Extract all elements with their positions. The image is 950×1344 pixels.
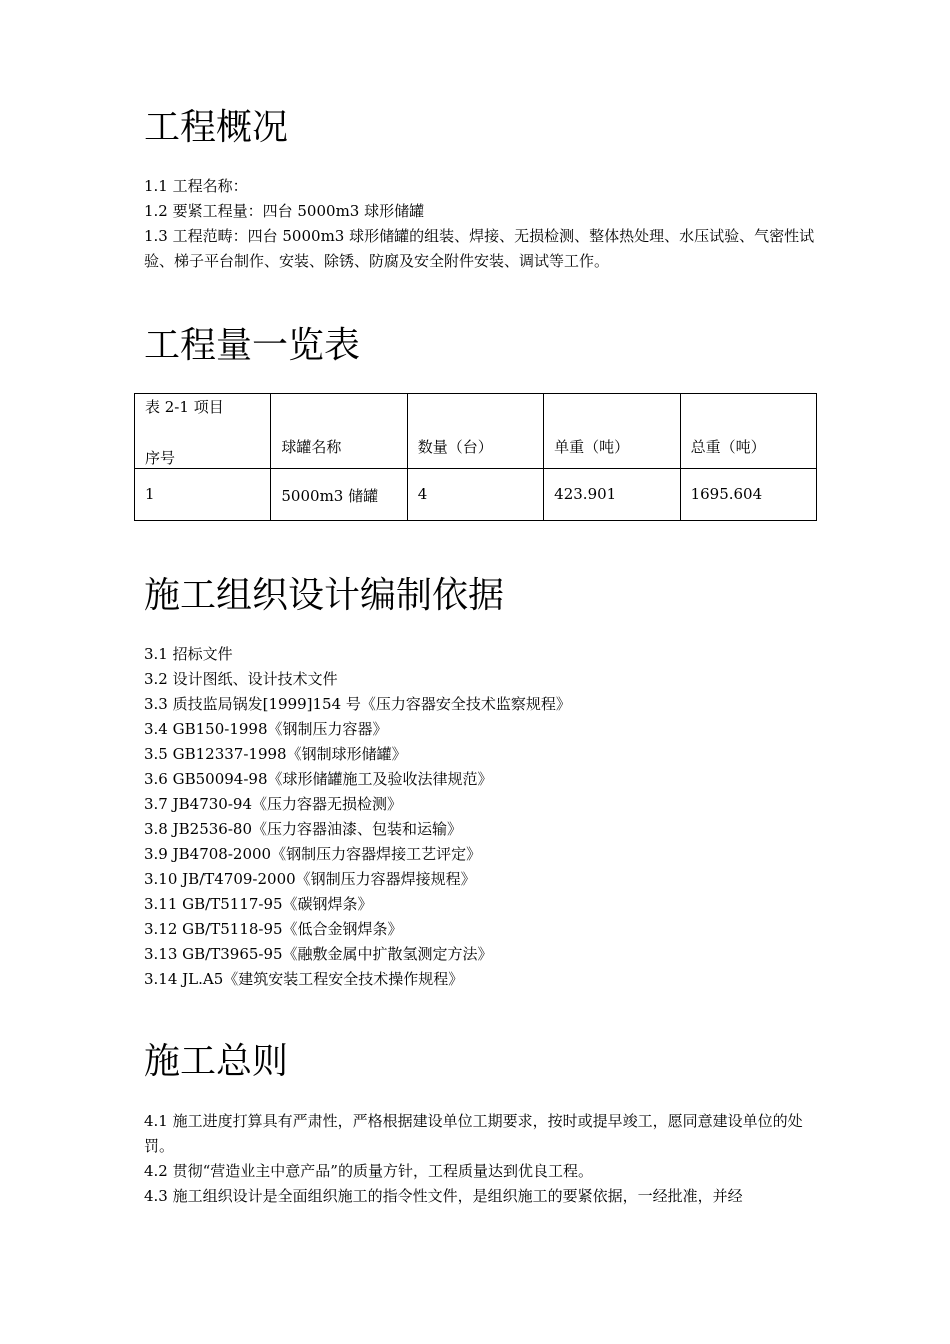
basis-item: 3.11 GB/T5117-95《碳钢焊条》 — [144, 895, 373, 913]
principles-item: 4.1 施工进度打算具有严肃性，严格根据建设单位工期要求，按时或提早竣工，愿同意建设单位的处罚。 — [144, 1112, 803, 1155]
principles-item: 4.3 施工组织设计是全面组织施工的指令性文件，是组织施工的要紧依据，一经批准，并经 — [144, 1187, 743, 1205]
basis-item: 3.1 招标文件 — [144, 645, 233, 663]
basis-item: 3.10 JB/T4709-2000《钢制压力容器焊接规程》 — [144, 870, 476, 888]
table-caption: 表 2-1 项目 — [145, 398, 224, 416]
table-header-cell: 单重（吨） — [544, 394, 680, 469]
section-title-basis: 施工组织设计编制依据 — [144, 575, 505, 616]
table-cell: 5000m3 储罐 — [271, 469, 407, 521]
overview-item: 1.1 工程名称： — [144, 177, 248, 195]
basis-item: 3.12 GB/T5118-95《低合金钢焊条》 — [144, 920, 403, 938]
table-header-cell: 总重（吨） — [680, 394, 816, 469]
table-header-cell: 数量（台） — [407, 394, 543, 469]
basis-list — [144, 642, 816, 992]
principles-item: 4.2 贯彻“营造业主中意产品”的质量方针，工程质量达到优良工程。 — [144, 1162, 593, 1180]
basis-item: 3.4 GB150-1998《钢制压力容器》 — [144, 720, 388, 738]
section-title-overview: 工程概况 — [144, 107, 289, 148]
basis-item: 3.8 JB2536-80《压力容器油漆、包装和运输》 — [144, 820, 462, 838]
basis-item: 3.13 GB/T3965-95《融敷金属中扩散氢测定方法》 — [144, 945, 493, 963]
table-cell: 1695.604 — [680, 469, 816, 521]
table-header-row — [135, 394, 817, 469]
basis-item: 3.14 JL.A5《建筑安装工程安全技术操作规程》 — [144, 970, 464, 988]
overview-item: 1.3 工程范畴：四台 5000m3 球形储罐的组装、焊接、无损检测、整体热处理、水压试验、气密性试验、梯子平台制作、安装、除锈、防腐及安全附件安装、调试等工作。 — [144, 227, 815, 270]
section-title-general-principles: 施工总则 — [144, 1041, 289, 1082]
table-header-cell-index — [135, 394, 271, 469]
basis-item: 3.9 JB4708-2000《钢制压力容器焊接工艺评定》 — [144, 845, 482, 863]
overview-list — [144, 174, 816, 274]
basis-item: 3.7 JB4730-94《压力容器无损检测》 — [144, 795, 402, 813]
section-title-quantity-table: 工程量一览表 — [144, 325, 361, 366]
basis-item: 3.2 设计图纸、设计技术文件 — [144, 670, 338, 688]
table-header-index: 序号 — [145, 449, 176, 467]
table-cell: 4 — [407, 469, 543, 521]
quantity-table — [134, 393, 817, 521]
table-cell: 423.901 — [544, 469, 680, 521]
table-header-cell: 球罐名称 — [271, 394, 407, 469]
basis-item: 3.6 GB50094-98《球形储罐施工及验收法律规范》 — [144, 770, 493, 788]
principles-list — [144, 1109, 816, 1209]
table-cell: 1 — [135, 469, 271, 521]
basis-item: 3.5 GB12337-1998《钢制球形储罐》 — [144, 745, 407, 763]
overview-item: 1.2 要紧工程量：四台 5000m3 球形储罐 — [144, 202, 425, 220]
basis-item: 3.3 质技监局锅发[1999]154 号《压力容器安全技术监察规程》 — [144, 695, 571, 713]
table-row — [135, 469, 817, 521]
